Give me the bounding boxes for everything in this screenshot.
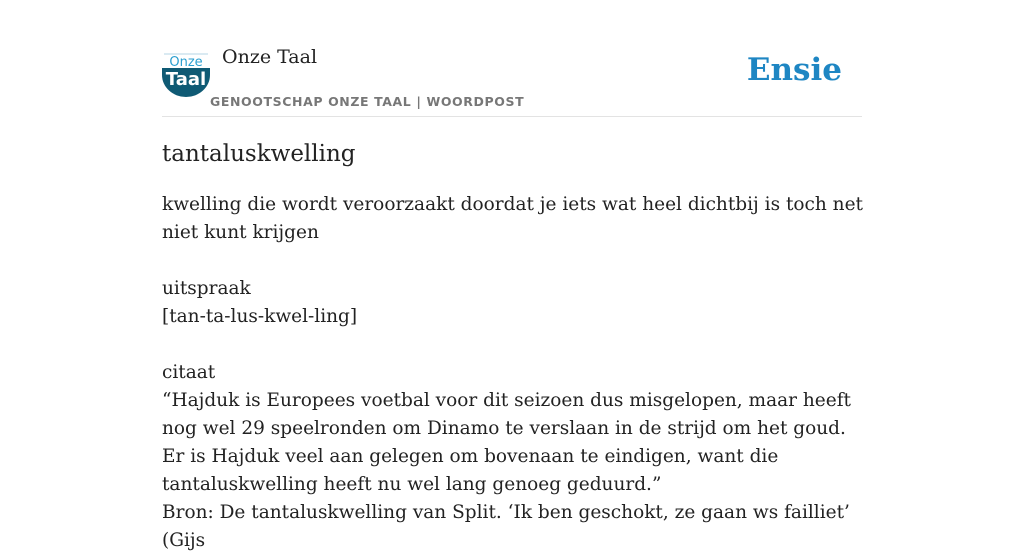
onze-taal-logo[interactable] xyxy=(162,51,210,97)
site-name[interactable]: Onze Taal xyxy=(222,46,318,68)
logo-text-top: Onze xyxy=(169,55,203,70)
pronunciation: [tan-ta-lus-kwel-ling] xyxy=(162,306,358,327)
entry-definition: kwelling die wordt veroorzaakt doordat je iets wat heel dichtbij is toch net niet kunt krijgen xyxy=(162,194,863,243)
spacer xyxy=(162,331,866,359)
spacer xyxy=(162,247,866,275)
quote-source: Bron: De tantaluskwelling van Split. ‘Ik ben geschokt, ze gaan ws failliet’ (Gijs xyxy=(162,502,850,551)
header xyxy=(162,40,862,117)
publisher-label: GENOOTSCHAP ONZE TAAL | WOORDPOST xyxy=(210,94,525,109)
entry-content xyxy=(162,138,866,555)
pronunciation-label: uitspraak xyxy=(162,278,251,299)
entry-term: tantaluskwelling xyxy=(162,141,356,167)
logo-text-bottom: Taal xyxy=(165,69,207,90)
ensie-logo[interactable]: Ensie xyxy=(746,52,842,88)
quote-label: citaat xyxy=(162,362,216,383)
quote-text: “Hajduk is Europees voetbal voor dit seizoen dus misgelopen, maar heeft nog wel 29 speelronden om Dinamo te verslaan in de strijd om het goud. Er is Hajduk veel aan gelegen om bovenaan te eindigen, want die tantaluskwelling heeft nu wel lang genoeg geduurd.” xyxy=(162,390,851,495)
